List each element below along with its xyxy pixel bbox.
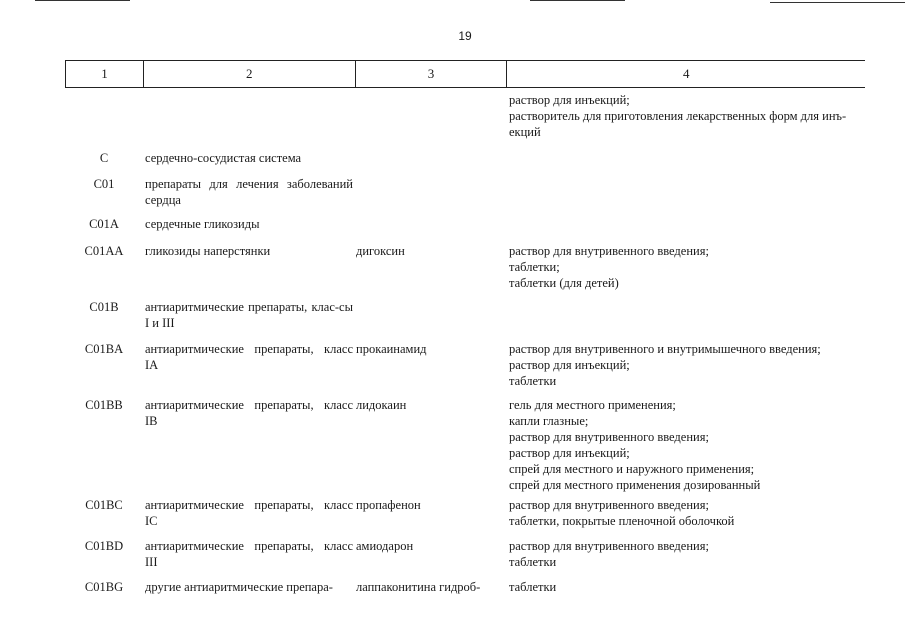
column-header-3: 3 [356,61,508,87]
drug-name: лаппаконитина гидроб- [356,580,481,594]
dosage-forms: раствор для внутривенного введения; таблетки, покрытые пленочной оболочкой [509,498,735,528]
page-number: 19 [458,29,472,43]
atc-code: C01BC [85,498,123,512]
group-name: антиаритмические препараты, класс III [145,539,353,569]
group-name: препараты для лечения заболеваний сердца [145,177,353,207]
atc-code: C [99,151,109,165]
scan-artifact-line [530,0,625,1]
table-header [65,60,865,88]
group-name: антиаритмические препараты, класс IB [145,398,353,428]
group-name: сердечные гликозиды [145,217,260,231]
atc-code: C01BD [84,539,124,553]
column-header-2: 2 [144,61,356,87]
group-name: антиаритмические препараты, клас-сы I и III [145,300,353,330]
drug-name: прокаинамид [356,342,427,356]
group-name: антиаритмические препараты, класс IC [145,498,353,528]
dosage-forms: раствор для внутривенного и внутримышечного введения; раствор для инъекций; таблетки [509,342,821,388]
scan-artifact-line [35,0,130,1]
atc-code: C01BA [84,342,124,356]
scan-artifact-line [770,2,905,3]
atc-code: C01A [89,217,119,231]
drug-name: лидокаин [356,398,407,412]
column-header-4: 4 [682,66,690,81]
drug-name: дигоксин [356,244,405,258]
atc-code: C01BB [85,398,123,412]
atc-code: C01B [89,300,119,314]
dosage-forms: раствор для внутривенного введения; таблетки; таблетки (для детей) [509,244,709,290]
dosage-forms: гель для местного применения; капли глазные; раствор для внутривенного введения; раствор для инъекций; спрей для местного и наружного применения; спрей для местного применения дозированный [509,398,761,492]
dosage-forms: раствор для внутривенного введения; таблетки [509,539,709,569]
drug-name: пропафенон [356,498,421,512]
column-header-1: 1 [66,61,144,87]
dosage-forms: таблетки [509,580,557,594]
atc-code: C01BG [84,580,124,594]
group-name: другие антиаритмические препара- [145,580,333,594]
dosage-forms: раствор для инъекций; растворитель для приготовления лекарственных форм для инъ- екций [509,93,847,139]
group-name: антиаритмические препараты, класс IA [145,342,353,372]
drug-name: амиодарон [356,539,414,553]
group-name: гликозиды наперстянки [145,244,271,258]
group-name: сердечно-сосудистая система [145,151,302,165]
atc-code: C01AA [84,244,124,258]
atc-code: C01 [93,177,115,191]
